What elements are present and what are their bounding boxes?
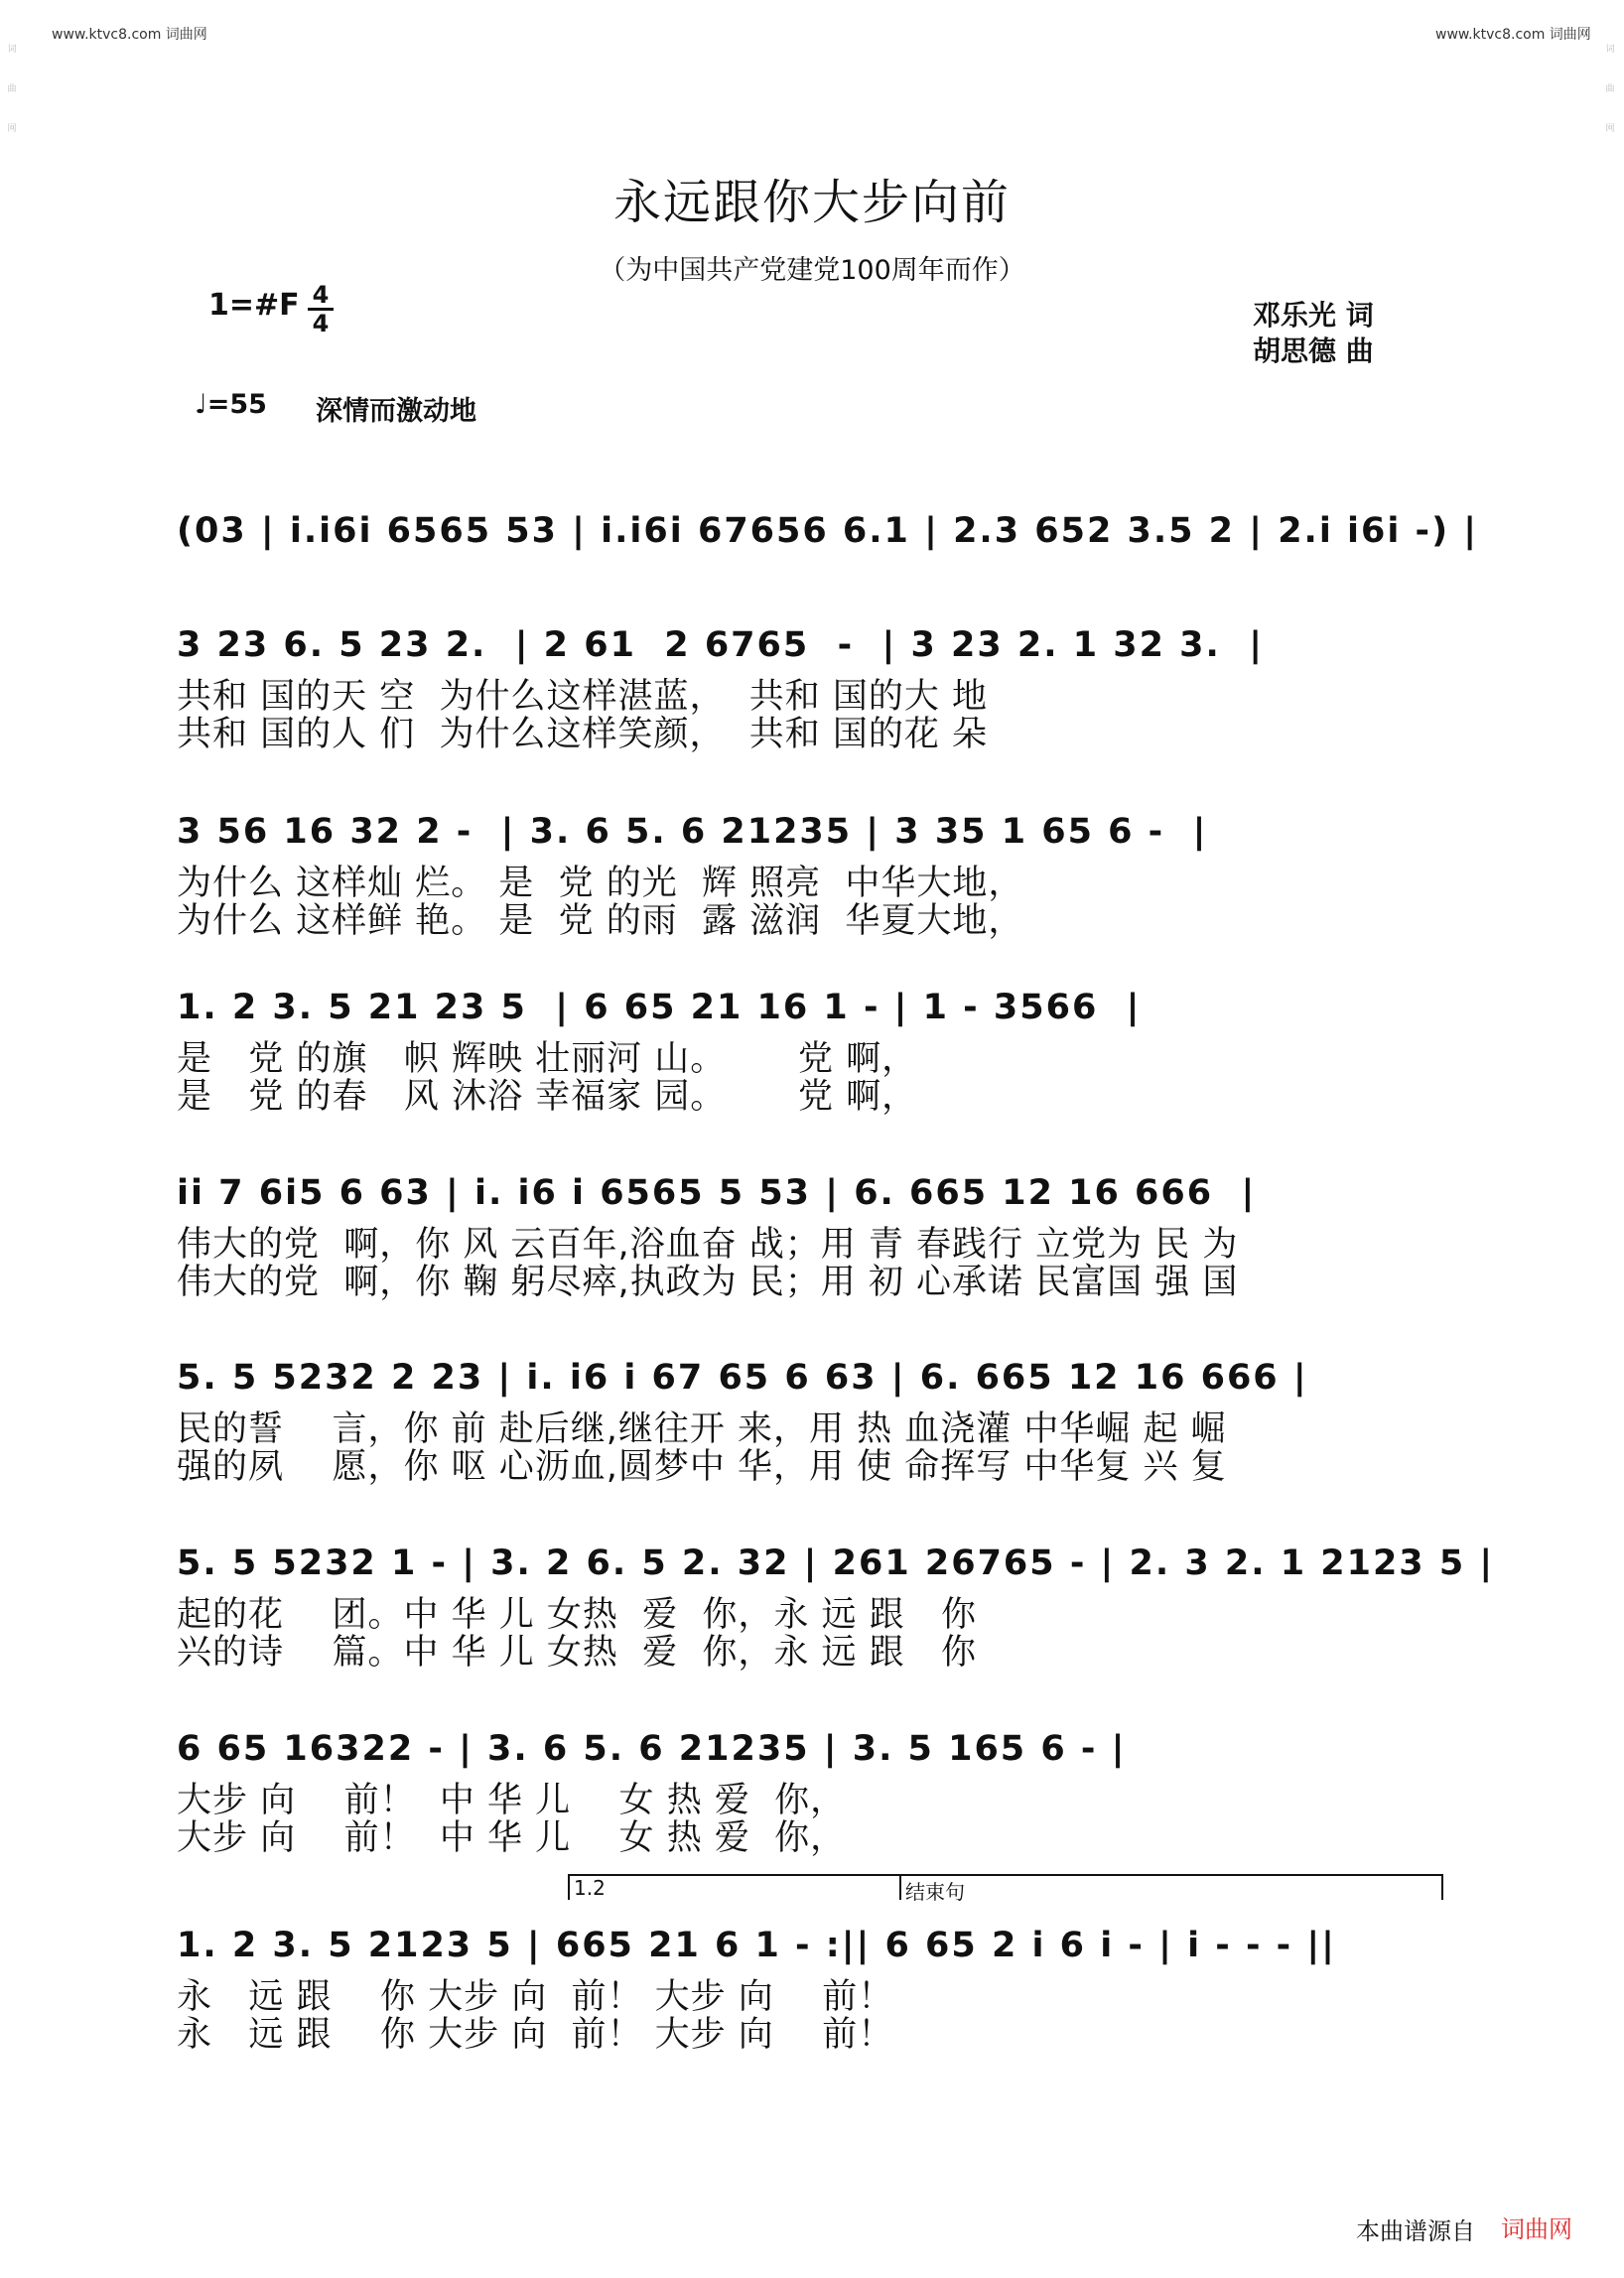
lyricist-credit: 邓乐光 词 [1253,299,1374,332]
key-signature: 1=#F [208,288,300,323]
lyric-verse-2: 为什么 这样鲜 艳。 是 党 的雨 露 滋润 华夏大地， [177,901,1024,941]
lyric-verse-1: 永 远 跟 你 大步 向 前！ 大步 向 前！ [177,1977,894,2017]
notation-line: 6 65 16322 - | 3. 6 5. 6 21235 | 3. 5 165 6 - | [177,1729,1127,1769]
lyric-verse-2: 伟大的党 啊，你 鞠 躬尽瘁,执政为 民；用 初 心承诺 民富国 强 国 [177,1263,1239,1302]
composer-credit: 胡思德 曲 [1253,335,1374,367]
score-row-7 [177,1534,1495,1707]
score-row-3 [177,802,1447,976]
notation-line: (03 | i.i6i 6565 53 | i.i6i 67656 6.1 | 2.3 652 3.5 2 | 2.i i6i -) | [177,511,1479,551]
score-row-4 [177,978,1447,1151]
time-signature-top: 4 [308,282,334,311]
notation-line: 1. 2 3. 5 2123 5 | 665 21 6 1 - :|| 6 65 2 i 6 i - | i - - - || [177,1926,1336,1965]
notation-line: 3 56 16 32 2 - | 3. 6 5. 6 21235 | 3 35 1 65 6 - | [177,812,1208,852]
song-title: 永远跟你大步向前 [612,175,1011,230]
lyric-verse-2: 永 远 跟 你 大步 向 前！ 大步 向 前！ [177,2015,894,2055]
lyric-verse-1: 是 党 的旗 帜 辉映 壮丽河 山。 党 啊， [177,1039,918,1079]
footer-source-label: 本曲谱源自 [1356,2217,1475,2245]
score-row-6 [177,1348,1447,1522]
notation-line: ii 7 6i5 6 63 | i. i6 i 6565 5 53 | 6. 665 12 16 666 | [177,1173,1257,1213]
footer-source-brand[interactable]: 词曲网 [1501,2215,1572,2243]
volta-first-ending: 1.2 [568,1874,901,1900]
tempo-mark: ♩=55 [195,389,267,420]
lyric-verse-1: 民的誓 言，你 前 赴后继,继往开 来，用 热 血浇灌 中华崛 起 崛 [177,1409,1227,1449]
lyric-verse-1: 起的花 团。中 华 儿 女热 爱 你，永 远 跟 你 [177,1595,978,1635]
lyric-verse-1: 共和 国的天 空 为什么这样湛蓝， 共和 国的大 地 [177,677,989,717]
score-row-5 [177,1163,1447,1337]
notation-line: 1. 2 3. 5 21 23 5 | 6 65 21 16 1 - | 1 - 3566 | [177,988,1142,1027]
header-site-left: www.ktvc8.com 词曲网 [52,27,207,43]
time-signature-bottom: 4 [312,310,330,337]
score-row-9 [177,1916,1447,2089]
lyric-verse-2: 是 党 的春 风 沐浴 幸福家 园。 党 啊， [177,1077,918,1117]
lyric-verse-1: 为什么 这样灿 烂。 是 党 的光 辉 照亮 中华大地， [177,864,1024,903]
lyric-verse-2: 兴的诗 篇。中 华 儿 女热 爱 你，永 远 跟 你 [177,1633,978,1673]
volta-coda: 结束句 [899,1874,1443,1900]
side-watermark-left: 词曲网 [7,45,17,134]
notation-line: 5. 5 5232 1 - | 3. 2 6. 5 2. 32 | 261 26765 - | 2. 3 2. 1 2123 5 | [177,1543,1495,1583]
score-row-8 [177,1719,1447,1893]
time-signature [308,282,334,336]
lyric-verse-2: 共和 国的人 们 为什么这样笑颜， 共和 国的花 朵 [177,715,989,754]
header-site-right: www.ktvc8.com 词曲网 [1435,27,1591,43]
lyric-verse-2: 强的夙 愿，你 呕 心沥血,圆梦中 华，用 使 命挥写 中华复 兴 复 [177,1447,1227,1487]
side-watermark-right: 词曲网 [1605,45,1615,134]
lyric-verse-2: 大步 向 前！ 中 华 儿 女 热 爱 你， [177,1818,847,1858]
lyric-verse-1: 大步 向 前！ 中 华 儿 女 热 爱 你， [177,1781,847,1820]
notation-line: 3 23 6. 5 23 2. | 2 61 2 6765 - | 3 23 2. 1 32 3. | [177,625,1264,665]
song-subtitle: （为中国共产党建党100周年而作） [599,255,1025,286]
expression-mark: 深情而激动地 [316,396,476,427]
lyric-verse-1: 伟大的党 啊，你 风 云百年,浴血奋 战；用 青 春践行 立党为 民 为 [177,1225,1239,1265]
score-row-2 [177,615,1447,789]
notation-line: 5. 5 5232 2 23 | i. i6 i 67 65 6 63 | 6. 665 12 16 666 | [177,1358,1308,1398]
